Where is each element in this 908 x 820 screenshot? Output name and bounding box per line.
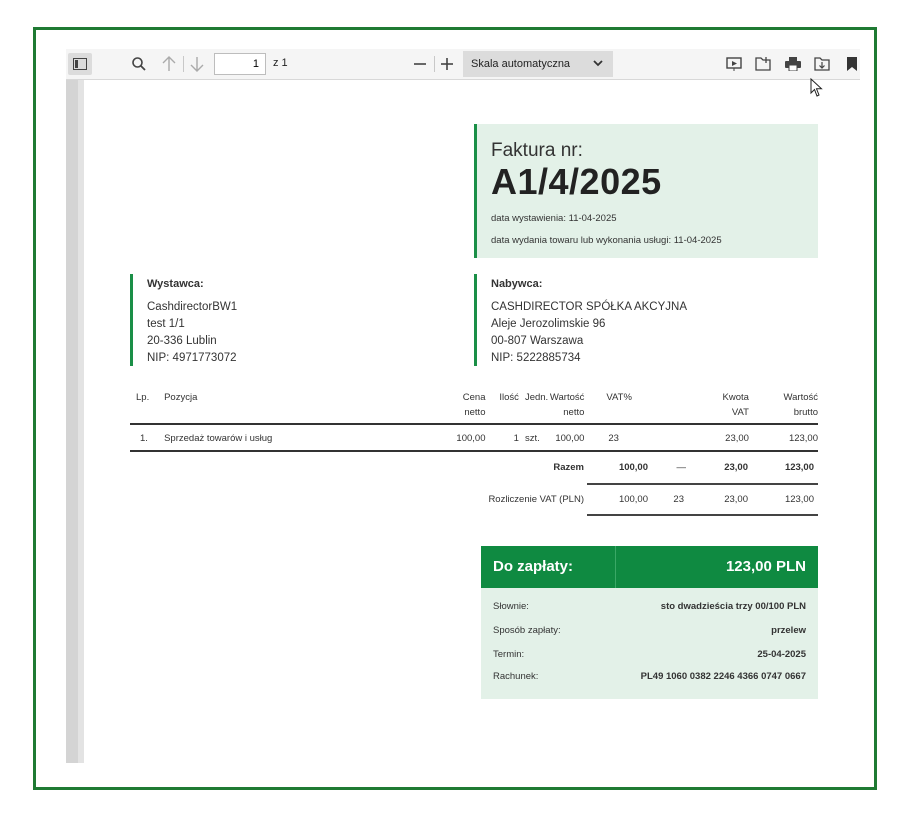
- header-pozycja: Pozycja: [155, 390, 343, 424]
- payment-method-row: [481, 625, 818, 645]
- header-ilosc: Ilość: [485, 390, 518, 424]
- header-vat: VAT%: [606, 390, 644, 424]
- header-lp: Lp.: [130, 390, 155, 424]
- pdf-toolbar: [66, 49, 860, 80]
- payment-due-label: Termin:: [493, 649, 525, 660]
- buyer-nip: NIP: 5222885734: [491, 352, 581, 364]
- seller-block: [130, 274, 447, 366]
- buyer-heading: Nabywca:: [491, 278, 543, 290]
- zoom-out-button[interactable]: [410, 54, 430, 74]
- bookmark-button[interactable]: [842, 54, 862, 74]
- page-total-label: z 1: [273, 57, 288, 69]
- payment-method-label: Sposób zapłaty:: [493, 625, 561, 636]
- invoice-number: A1/4/2025: [491, 161, 662, 202]
- toolbar-separator: [434, 56, 435, 72]
- delivery-date: data wydania towaru lub wykonania usługi: 11-04-2025: [491, 235, 722, 246]
- payment-method-value: przelew: [771, 625, 806, 636]
- mouse-cursor-icon: [810, 78, 824, 98]
- seller-nip: NIP: 4971773072: [147, 352, 237, 364]
- payment-box: [481, 546, 818, 699]
- sidebar-scroll-strip[interactable]: [66, 80, 84, 763]
- header-jedn: Jedn.: [519, 390, 605, 424]
- cell-cena: 100,00: [343, 424, 485, 451]
- buyer-address-line2: 00-807 Warszawa: [491, 335, 584, 347]
- arrow-up-icon: [162, 56, 176, 72]
- cell-brutto: 123,00: [749, 424, 818, 451]
- zoom-in-icon: [441, 58, 453, 70]
- payment-due-value: 25-04-2025: [757, 649, 806, 660]
- cell-lp: 1.: [130, 424, 155, 451]
- payment-header: [481, 546, 818, 588]
- toolbar-separator: [183, 56, 184, 72]
- presentation-icon: [726, 57, 742, 71]
- seller-address-line2: 20-336 Lublin: [147, 335, 217, 347]
- payment-words-row: [481, 601, 818, 621]
- sidebar-toggle-button[interactable]: [68, 53, 92, 75]
- vat-summary-netto: 100,00: [618, 494, 648, 505]
- vat-summary-row: [130, 494, 818, 516]
- cell-kwota: 23,00: [682, 424, 749, 451]
- page-number-input[interactable]: [214, 53, 266, 75]
- vat-summary-vat: 23: [673, 494, 684, 505]
- save-button[interactable]: [812, 54, 832, 74]
- payment-due-row: [481, 649, 818, 669]
- zoom-select-label: Skala automatyczna: [471, 58, 571, 70]
- vat-summary-label: Rozliczenie VAT (PLN): [488, 494, 584, 505]
- zoom-in-button[interactable]: [437, 54, 457, 74]
- payment-divider: [615, 546, 616, 588]
- cell-ilosc: 1: [485, 424, 518, 451]
- print-icon: [785, 57, 801, 71]
- buyer-block: [474, 274, 821, 366]
- print-button[interactable]: [783, 54, 803, 74]
- buyer-address-line1: Aleje Jerozolimskie 96: [491, 318, 606, 330]
- total-kwota: 23,00: [724, 462, 748, 473]
- seller-heading: Wystawca:: [147, 278, 204, 290]
- save-icon: [814, 57, 830, 71]
- search-icon: [132, 57, 146, 71]
- payment-amount: 123,00 PLN: [725, 558, 806, 575]
- zoom-select[interactable]: [463, 51, 613, 77]
- total-netto: 100,00: [618, 462, 648, 473]
- payment-words-label: Słownie:: [493, 601, 529, 612]
- divider-line: [587, 483, 818, 485]
- vat-summary-brutto: 123,00: [784, 494, 814, 505]
- cell-netto: 100,00: [545, 424, 585, 451]
- table-row: [130, 424, 818, 451]
- header-cena: Cena netto: [343, 390, 485, 424]
- divider-line: [587, 514, 818, 516]
- payment-words-value: sto dwadzieścia trzy 00/100 PLN: [660, 601, 806, 612]
- invoice-label: Faktura nr:: [491, 140, 583, 161]
- arrow-down-icon: [190, 56, 204, 72]
- payment-account-value: PL49 1060 0382 2246 4366 0747 0667: [640, 671, 806, 682]
- search-button[interactable]: [128, 54, 150, 74]
- presentation-mode-button[interactable]: [724, 54, 744, 74]
- cell-pozycja: Sprzedaż towarów i usług: [155, 424, 343, 451]
- invoice-header-box: [474, 124, 818, 258]
- open-file-icon: [755, 57, 771, 71]
- seller-name: CashdirectorBW1: [147, 301, 238, 313]
- payment-account-row: [481, 671, 818, 691]
- total-row: [130, 462, 818, 484]
- header-wartosc-netto: Wartość netto: [545, 390, 585, 424]
- vat-summary-kwota: 23,00: [724, 494, 748, 505]
- next-page-button[interactable]: [187, 54, 207, 74]
- zoom-out-icon: [414, 58, 426, 70]
- open-file-button[interactable]: [753, 54, 773, 74]
- seller-address-line1: test 1/1: [147, 318, 185, 330]
- header-wartosc-brutto: Wartość brutto: [749, 390, 818, 424]
- bookmark-icon: [847, 57, 857, 71]
- cell-vat: 23: [608, 424, 646, 451]
- issue-date: data wystawienia: 11-04-2025: [491, 213, 617, 224]
- cell-jedn: szt.: [519, 424, 605, 451]
- total-vat: —: [676, 462, 686, 473]
- chevron-down-icon: [593, 57, 603, 69]
- payment-account-label: Rachunek:: [493, 671, 539, 682]
- payment-title: Do zapłaty:: [493, 558, 574, 575]
- header-kwota-vat: Kwota VAT: [682, 390, 749, 424]
- sidebar-toggle-icon: [73, 58, 87, 70]
- previous-page-button[interactable]: [159, 54, 179, 74]
- items-table: [130, 390, 818, 452]
- table-header-row: [130, 390, 818, 424]
- total-brutto: 123,00: [784, 462, 814, 473]
- buyer-name: CASHDIRECTOR SPÓŁKA AKCYJNA: [491, 301, 687, 313]
- total-label: Razem: [553, 462, 584, 473]
